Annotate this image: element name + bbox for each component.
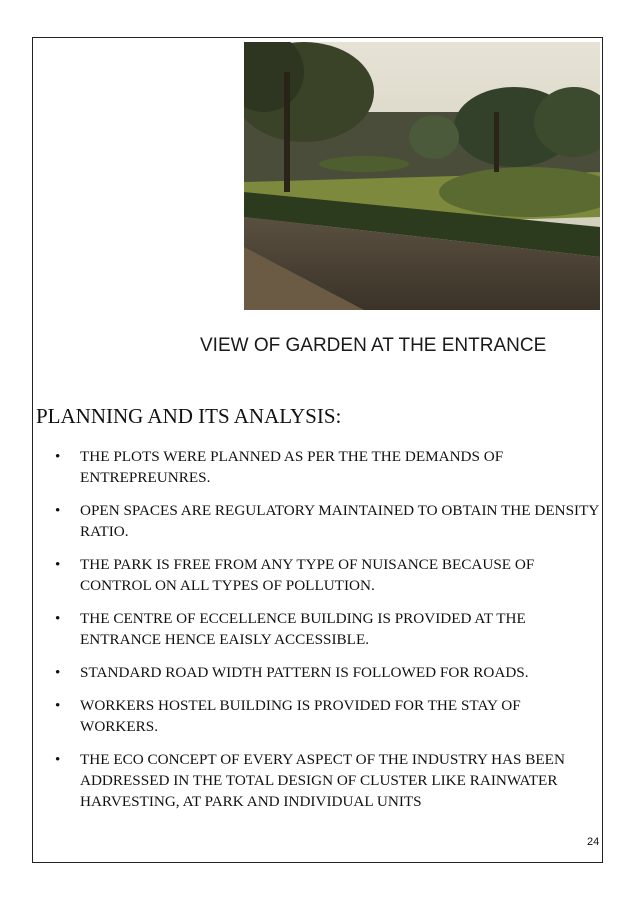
list-item [55,662,600,683]
bullet-icon: • [55,610,61,627]
page-number: 24 [587,836,600,848]
bullet-icon: • [55,751,61,768]
list-item [55,749,600,812]
bullet-icon: • [55,502,61,519]
list-item-text: THE CENTRE OF ECCELLENCE BUILDING IS PROVIDED AT THE ENTRANCE HENCE EAISLY ACCESSIBLE. [80,610,526,648]
section-heading: PLANNING AND ITS ANALYSIS: [36,404,342,428]
bullet-icon: • [55,697,61,714]
list-item-text: THE PLOTS WERE PLANNED AS PER THE THE DEMANDS OF ENTREPREUNRES. [80,448,504,486]
list-item-text: THE ECO CONCEPT OF EVERY ASPECT OF THE INDUSTRY HAS BEEN ADDRESSED IN THE TOTAL DESIGN OF CLUSTER LIKE RAINWATER HARVESTING, AT PARK AND INDIVIDUAL UNITS [80,751,565,810]
bullet-icon: • [55,448,61,465]
list-item [55,554,600,596]
garden-entrance-photo [244,42,600,310]
list-item-text: STANDARD ROAD WIDTH PATTERN IS FOLLOWED FOR ROADS. [80,664,529,681]
analysis-bullet-list [55,446,600,824]
list-item-text: THE PARK IS FREE FROM ANY TYPE OF NUISANCE BECAUSE OF CONTROL ON ALL TYPES OF POLLUTION. [80,556,535,594]
list-item-text: OPEN SPACES ARE REGULATORY MAINTAINED TO OBTAIN THE DENSITY RATIO. [80,502,599,540]
list-item [55,500,600,542]
bullet-icon: • [55,664,61,681]
list-item [55,608,600,650]
list-item [55,446,600,488]
garden-photo-illustration [244,42,600,310]
photo-caption: VIEW OF GARDEN AT THE ENTRANCE [200,335,547,356]
list-item [55,695,600,737]
list-item-text: WORKERS HOSTEL BUILDING IS PROVIDED FOR THE STAY OF WORKERS. [80,697,521,735]
bullet-icon: • [55,556,61,573]
